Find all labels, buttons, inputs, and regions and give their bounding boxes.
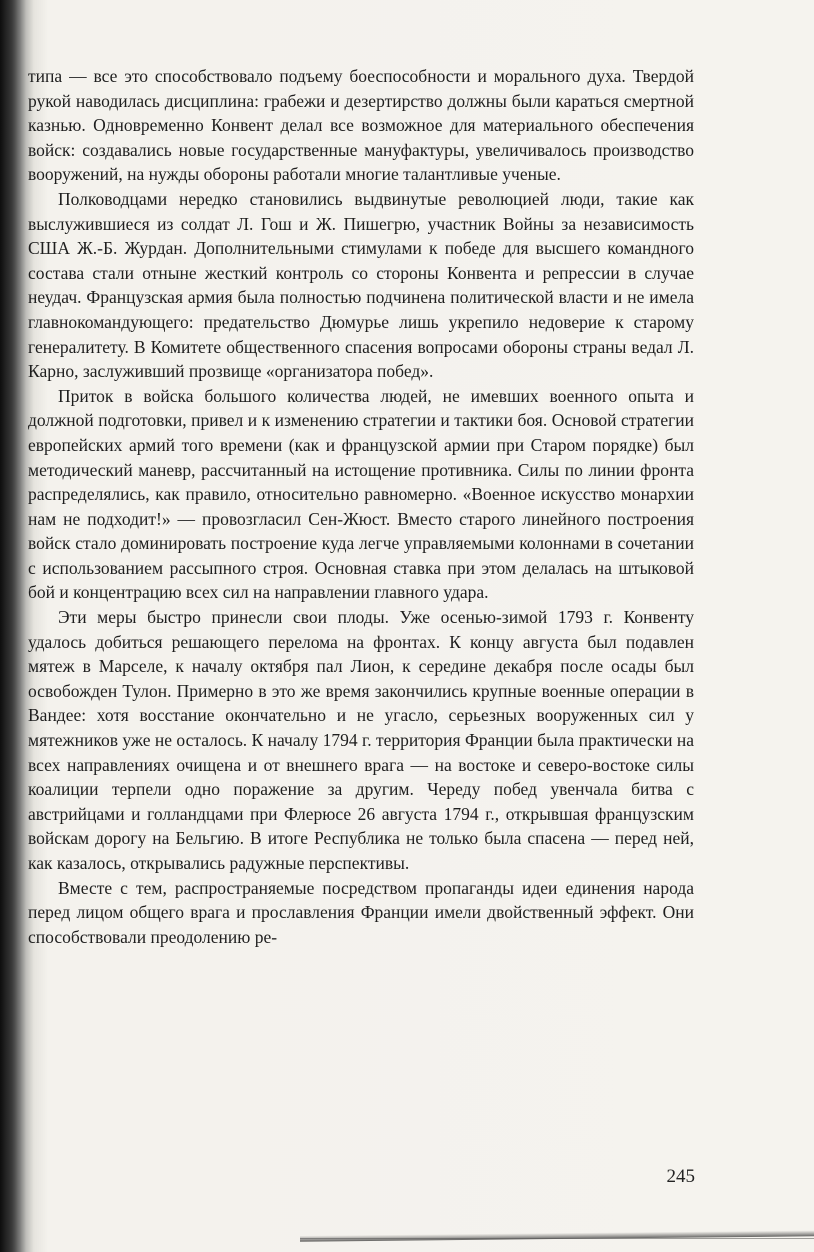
paragraph-2: Полководцами нередко становились выдвинутые революцией люди, такие как выслужившиеся из солдат Л. Гош и Ж. Пишегрю, участник Войны за независимость США Ж.-Б. Журдан. Дополнительными стимулами к победе для высшего командного состава стали отныне жесткий контроль со стороны Конвента и репрессии в случае неудач. Французская армия была полностью подчинена политической власти и не имела главнокомандующего: предательство Дюмурье лишь укрепило недоверие к старому генералитету. В Комитете общественного спасения вопросами обороны страны ведал Л. Карно, заслуживший прозвище «организатора побед». — [28, 188, 694, 382]
body-text — [28, 64, 694, 949]
binding-gutter-shadow — [0, 0, 26, 1252]
paragraph-1: типа — все это способствовало подъему боеспособности и морального духа. Твердой рукой наводилась дисциплина: грабежи и дезертирство должны были караться смертной казнью. Одновременно Конвент делал все возможное для материального обеспечения войск: создавались новые государственные мануфактуры, увеличивалось производство вооружений, на нужды обороны работали многие талантливые ученые. — [28, 66, 694, 185]
paragraph-5: Вместе с тем, распространяемые посредством пропаганды идеи единения народа перед лицом общего врага и прославления Франции имели двойственный эффект. Они способствовали преодолению ре- — [28, 877, 694, 947]
page-number: 245 — [666, 1166, 695, 1187]
page-bottom-edge-line — [300, 1238, 814, 1239]
page-bottom-edge-shadow — [300, 1230, 814, 1241]
paragraph-3: Приток в войска большого количества людей, не имевших военного опыта и должной подготовки, привел и к изменению стратегии и тактики боя. Основой стратегии европейских армий того времени (как и французской армии при Старом порядке) был методический маневр, рассчитанный на истощение противника. Силы по линии фронта распределялись, как правило, относительно равномерно. «Военное искусство монархии нам не подходит!» — провозгласил Сен-Жюст. Вместо старого линейного построения войск стало доминировать построение куда легче управляемыми колоннами в сочетании с использованием рассыпного строя. Основная ставка при этом делалась на штыковой бой и концентрацию всех сил на направлении главного удара. — [28, 385, 694, 603]
paragraph-4: Эти меры быстро принесли свои плоды. Уже осенью-зимой 1793 г. Конвенту удалось добиться решающего перелома на фронтах. К концу августа был подавлен мятеж в Марселе, к началу октября пал Лион, к середине декабря после осады был освобожден Тулон. Примерно в это же время закончились крупные военные операции в Вандее: хотя восстание окончательно и не угасло, серьезных вооруженных сил у мятежников уже не осталось. К началу 1794 г. территория Франции была практически на всех направлениях очищена и от внешнего врага — на востоке и северо-востоке силы коалиции терпели одно поражение за другим. Череду побед увенчала битва с австрийцами и голландцами при Флерюсе 26 августа 1794 г., открывшая французским войскам дорогу на Бельгию. В итоге Республика не только была спасена — перед ней, как казалось, открывались радужные перспективы. — [28, 607, 694, 873]
